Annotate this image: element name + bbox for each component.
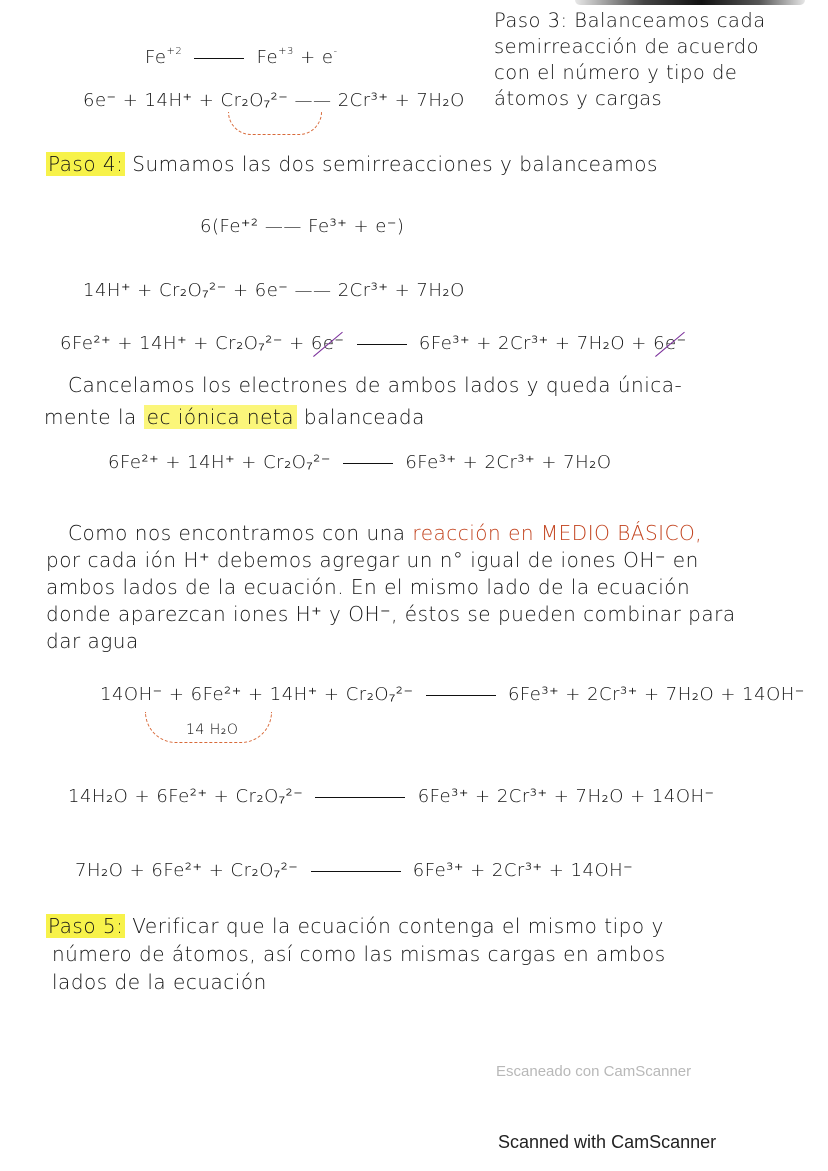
reaction-arrow bbox=[343, 463, 393, 464]
paso3-line-1: Paso 3: Balanceamos cada bbox=[494, 9, 766, 32]
basic-equation-3: 7H₂O + 6Fe²⁺ + Cr₂O₇²⁻ 6Fe³⁺ + 2Cr³⁺ + 14OH⁻ bbox=[75, 860, 634, 881]
paso3-line-3: con el número y tipo de bbox=[494, 61, 738, 84]
paso4-heading bbox=[46, 152, 658, 176]
scanner-top-bar bbox=[575, 0, 805, 5]
basic-medium-emphasis: reacción en MEDIO BÁSICO, bbox=[412, 521, 703, 545]
paso4-text: Sumamos las dos semirreacciones y balanceamos bbox=[132, 152, 658, 176]
basic-equation-2: 14H₂O + 6Fe²⁺ + Cr₂O₇²⁻ 6Fe³⁺ + 2Cr³⁺ + 7H₂O + 14OH⁻ bbox=[68, 786, 715, 807]
camscanner-watermark-en: Scanned with CamScanner bbox=[498, 1132, 717, 1152]
paso4-equation-2: 14H⁺ + Cr₂O₇²⁻ + 6e⁻ —— 2Cr³⁺ + 7H₂O bbox=[83, 280, 465, 301]
reaction-arrow bbox=[426, 695, 496, 696]
paso4-equation-1: 6(Fe⁺² —— Fe³⁺ + e⁻) bbox=[200, 216, 405, 237]
reaction-arrow bbox=[194, 58, 244, 59]
camscanner-watermark-es: Escaneado con CamScanner bbox=[496, 1063, 692, 1080]
balance-arrow-icon bbox=[228, 112, 322, 135]
cancelled-electrons-right: 6e⁻ bbox=[653, 333, 687, 354]
paso3-note bbox=[494, 8, 814, 112]
paso5-section: Paso 5: Verificar que la ecuación contenga el mismo tipo y número de átomos, así como las mismas cargas en ambos lados de la ecuación bbox=[48, 914, 666, 994]
paso4-equation-3: 6Fe²⁺ + 14H⁺ + Cr₂O₇²⁻ + 6e⁻ 6Fe³⁺ + 2Cr³⁺ + 7H₂O + 6e⁻ bbox=[60, 333, 687, 354]
basic-equation-1: 14OH⁻ + 6Fe²⁺ + 14H⁺ + Cr₂O₇²⁻ 6Fe³⁺ + 2Cr³⁺ + 7H₂O + 14OH⁻ bbox=[100, 684, 805, 705]
paso3-equation-fe: $Fe^{+2}$ $Fe^{+3} + e^-$ bbox=[145, 46, 338, 68]
water-note: 14 H₂O bbox=[186, 722, 239, 738]
paso3-line-2: semirreacción de acuerdo bbox=[494, 35, 760, 58]
net-ionic-equation: 6Fe²⁺ + 14H⁺ + Cr₂O₇²⁻ 6Fe³⁺ + 2Cr³⁺ + 7H₂O bbox=[108, 452, 612, 473]
cancel-text-line-1: Cancelamos los electrones de ambos lados y queda única- bbox=[68, 373, 683, 397]
paso3-line-4: átomos y cargas bbox=[494, 87, 663, 110]
reaction-arrow bbox=[311, 871, 401, 872]
basic-medium-explanation: Como nos encontramos con una reacción en MEDIO BÁSICO, por cada ión H⁺ debemos agregar un n° igual de iones OH⁻ en ambos lados de la ecuación. En el mismo lado de la ecuación donde aparezcan iones H⁺ y OH⁻, éstos se pueden combinar para dar agua bbox=[46, 521, 736, 653]
cancel-text-line-2: mente la ec iónica neta balanceada bbox=[44, 405, 425, 429]
cancelled-electrons-left: 6e⁻ bbox=[310, 333, 345, 354]
highlight-net-ionic: ec iónica neta bbox=[144, 405, 297, 429]
paso4-label: Paso 4: bbox=[48, 152, 124, 176]
paso5-label: Paso 5: bbox=[48, 914, 124, 938]
paso3-equation-cr: 6e⁻ + 14H⁺ + Cr₂O₇²⁻ —— 2Cr³⁺ + 7H₂O bbox=[83, 90, 465, 111]
reaction-arrow bbox=[315, 797, 405, 798]
reaction-arrow bbox=[357, 344, 407, 345]
